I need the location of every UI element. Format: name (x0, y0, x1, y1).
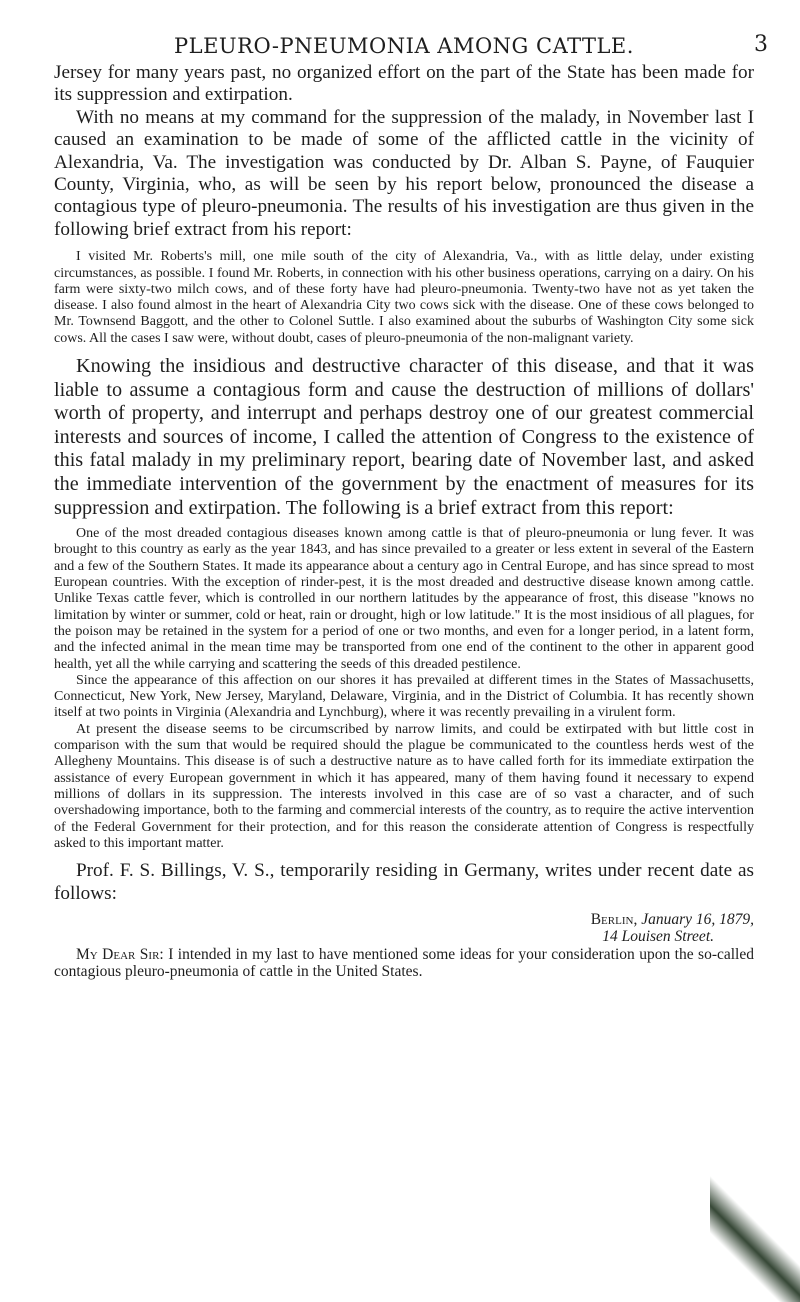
report-extract-3: At present the disease seems to be circumscribed by narrow limits, and could be extirpated with but little cost in comparison with the sum that would be required should the plague be communicated to the countless herds west of the Allegheny Mountains. This disease is of such a destructive nature as to have called forth for its immediate extirpation the assistance of every European government in which it has appeared, many of them having found it necessary to expend millions of dollars in its suppression. The interests involved in this case are of so vast a character, and of such overshadowing importance, both to the farming and commercial interests of the country, as to require the active intervention of the Federal Government for their protection, and for this reason the considerate attention of Congress is respectfully asked to this important matter. (54, 721, 754, 851)
report-extract-payne: I visited Mr. Roberts's mill, one mile south of the city of Alexandria, Va., with as little delay, under existing circumstances, as possible. I found Mr. Roberts, in connection with his other business operations, carrying on a dairy. On his farm were sixty-two milch cows, and of these forty have had pleuro-pneumonia. Twenty-two have not as yet taken the disease. I also found almost in the heart of Alexandria City two cows sick with the disease. One of these cows belonged to Mr. Townsend Baggott, and the other to Colonel Suttle. I also examined about the suburbs of Washington City some sick cows. All the cases I saw were, without doubt, cases of pleuro-pneumonia of the non-malignant variety. (54, 249, 754, 346)
letter-salutation: My Dear Sir: (76, 945, 164, 963)
letter-body (54, 946, 754, 981)
paragraph-2: With no means at my command for the suppression of the malady, in November last I caused an examination to be made of some of the afflicted cattle in the vicinity of Alexandria, Va. The investigation was conducted by Dr. Alban S. Payne, of Fauquier County, Virginia, who, as will be seen by his report below, pronounced the disease a contagious type of pleuro-pneumonia. The results of his investigation are thus given in the following brief extract from his report: (54, 106, 754, 240)
page-header (54, 22, 768, 62)
paragraph-4: Prof. F. S. Billings, V. S., temporarily residing in Germany, writes under recent date as follows: (54, 860, 754, 904)
page-corner-shadow (710, 1162, 800, 1302)
report-extract-2: Since the appearance of this affection on our shores it has prevailed at different times in the States of Massachusetts, Connecticut, New York, New Jersey, Maryland, Delaware, Virginia, and in the District of Columbia. It has recently shown itself at two points in Virginia (Alexandria and Lynchburg), where it was recently prevailing in a virulent form. (54, 672, 754, 721)
letter-text: I intended in my last to have mentioned some ideas for your consideration upon the so-called contagious pleuro-pneumonia of cattle in the United States. (54, 945, 754, 981)
page (54, 22, 768, 981)
page-number: 3 (754, 32, 768, 57)
paragraph-1: Jersey for many years past, no organized effort on the part of the State has been made for its suppression and extirpation. (54, 62, 754, 106)
letter-heading (54, 911, 754, 946)
letter-place: Berlin, (590, 910, 638, 928)
paragraph-3: Knowing the insidious and destructive character of this disease, and that it was liable to assume a contagious form and cause the destruction of millions of dollars' worth of property, and interrupt and perhaps destroy one of our greatest commercial interests and sources of income, I called the attention of Congress to the existence of this fatal malady in my preliminary report, bearing date of November last, and asked the immediate intervention of the government by the enactment of measures for its suppression and extirpation. The following is a brief extract from this report: (54, 355, 754, 519)
letter-date: January 16, 1879, (641, 910, 754, 928)
letter-address: 14 Louisen Street. (602, 928, 714, 946)
running-head: PLEURO-PNEUMONIA AMONG CATTLE. (174, 34, 634, 58)
report-extract-1: One of the most dreaded contagious diseases known among cattle is that of pleuro-pneumonia or lung fever. It was brought to this country as early as the year 1843, and has since prevailed to a greater or less extent in several of the Eastern and a few of the Southern States. It made its appearance about a century ago in Central Europe, and has since spread to most European countries. With the exception of rinder-pest, it is the most dreaded and destructive disease known among cattle. Unlike Texas cattle fever, which is controlled in our northern latitudes by the appearance of frost, this disease "knows no limitation by winter or summer, cold or heat, rain or drought, high or low latitude." It is the most insidious of all plagues, for the poison may be retained in the system for a period of one or two months, and even for a longer period, in a latent form, and the infected animal in the mean time may be transported from one end of the continent to the other in apparent good health, yet all the while carrying and scattering the seeds of this dreaded pestilence. (54, 526, 754, 672)
